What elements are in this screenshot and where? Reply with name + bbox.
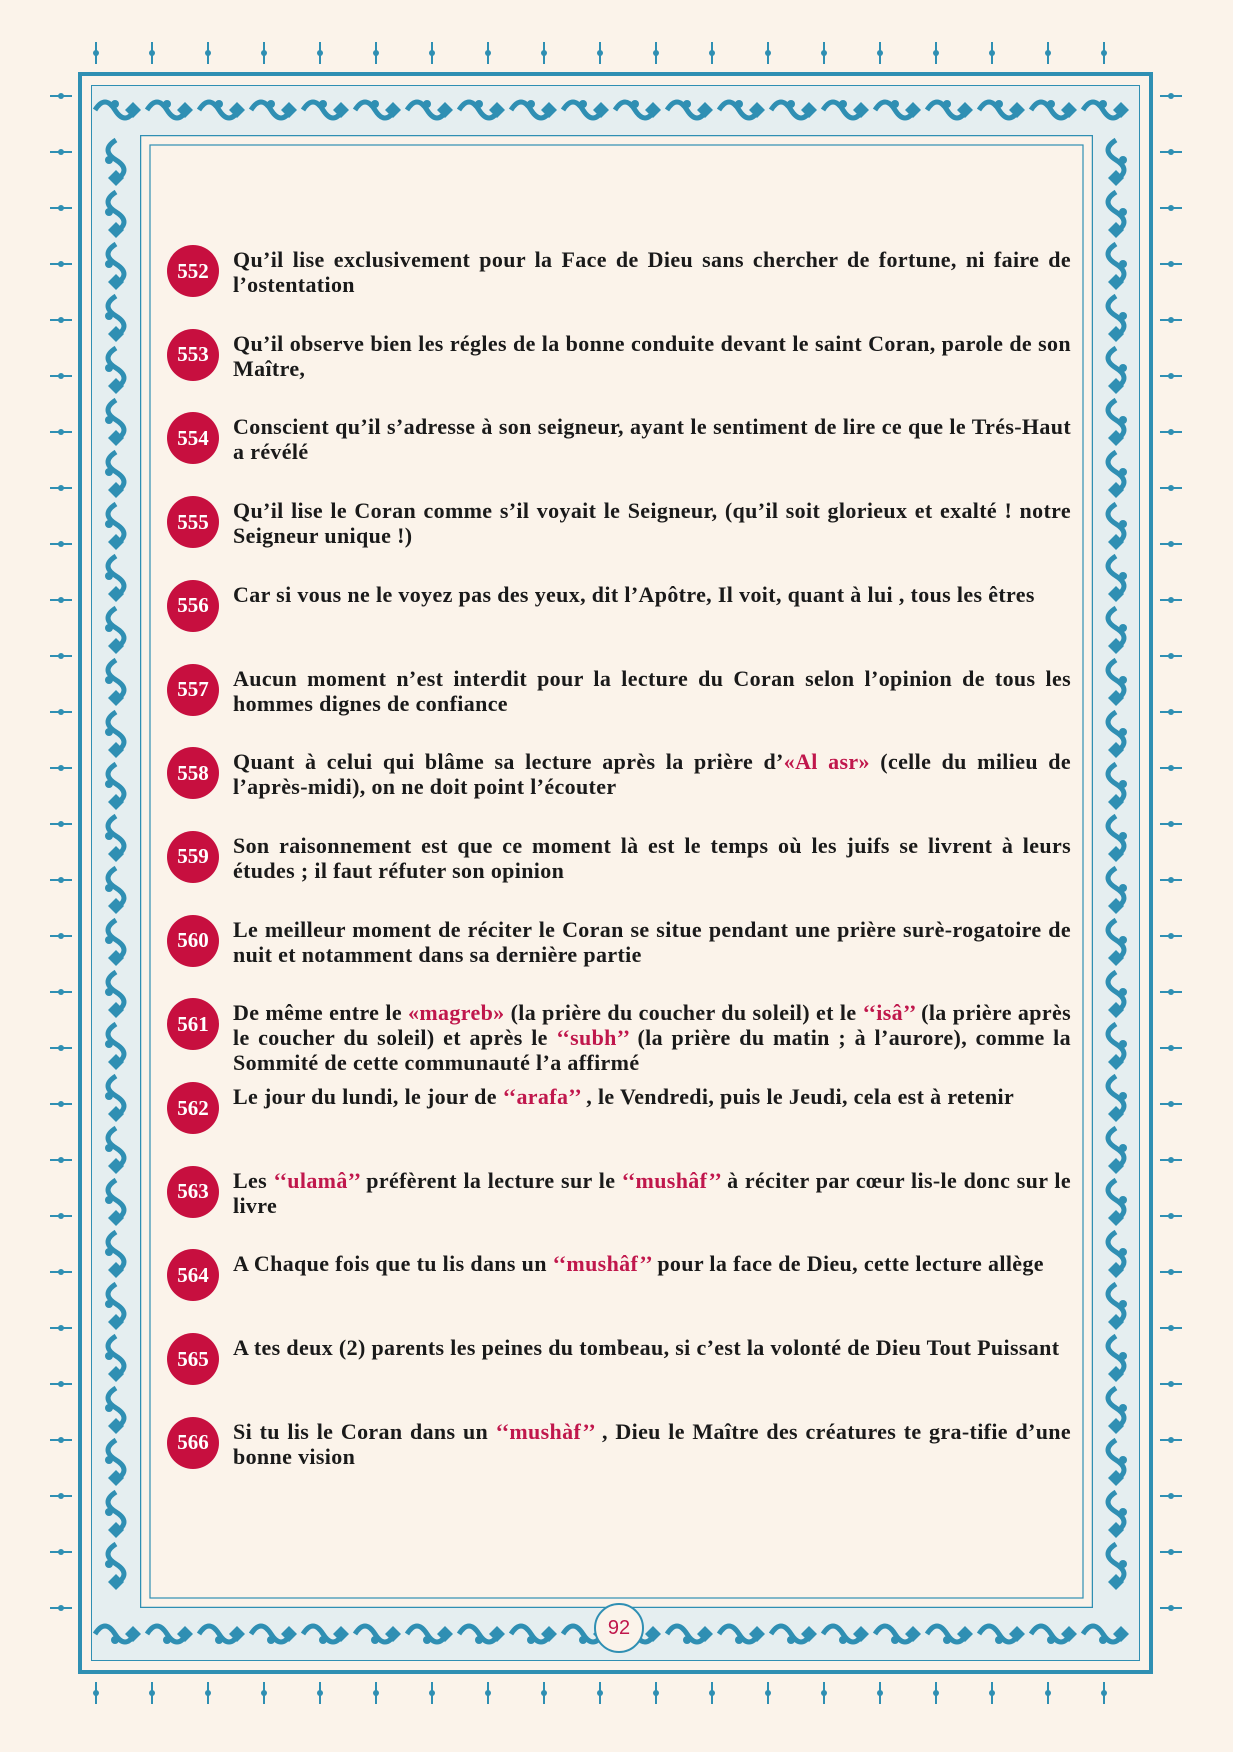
tick-dot bbox=[1045, 50, 1051, 56]
tick-dot bbox=[1168, 149, 1174, 155]
dot-motif bbox=[105, 572, 113, 580]
tick-dot bbox=[1168, 709, 1174, 715]
dot-motif bbox=[215, 1636, 223, 1644]
dot-motif bbox=[1119, 1508, 1127, 1516]
tick-dot bbox=[205, 50, 211, 56]
verse-text-part: Qu’il lise le Coran comme s’il voyait le Seigneur, (qu’il soit glorieux et exalté ! notre Seigneur unique !) bbox=[233, 498, 1071, 549]
verse-text-part: (la prière après le coucher du soleil) et après le bbox=[233, 1000, 1071, 1051]
dot-motif bbox=[105, 988, 113, 996]
verse-text bbox=[233, 331, 1071, 381]
dot-motif bbox=[163, 100, 171, 108]
verse-text-part: , le Vendredi, puis le Jeudi, cela est à retenir bbox=[580, 1084, 1015, 1109]
verse-number-badge: 564 bbox=[167, 1249, 219, 1301]
verse-text bbox=[233, 1251, 1071, 1276]
dot-motif bbox=[215, 100, 223, 108]
verse-number-badge: 558 bbox=[167, 747, 219, 799]
verse-number-badge: 560 bbox=[167, 915, 219, 967]
dot-motif bbox=[105, 1560, 113, 1568]
tick-dot bbox=[1168, 933, 1174, 939]
dot-motif bbox=[475, 1636, 483, 1644]
dot-motif bbox=[943, 1636, 951, 1644]
dot-motif bbox=[371, 1636, 379, 1644]
dot-motif bbox=[423, 100, 431, 108]
tick-dot bbox=[989, 1690, 995, 1696]
tick-dot bbox=[1168, 485, 1174, 491]
dot-motif bbox=[579, 1636, 587, 1644]
verse-number-badge: 552 bbox=[167, 245, 219, 297]
tick-dot bbox=[821, 50, 827, 56]
tick-dot bbox=[1168, 1269, 1174, 1275]
highlighted-term: ‘‘subh’’ bbox=[556, 1025, 629, 1051]
dot-motif bbox=[423, 1636, 431, 1644]
tick-dot bbox=[58, 317, 64, 323]
tick-dot bbox=[58, 149, 64, 155]
verse-text-part: (la prière du coucher du soleil) et le bbox=[504, 1000, 863, 1026]
tick-dot bbox=[653, 1690, 659, 1696]
verse-text-part: à réciter par cœur lis-le donc sur le livre bbox=[233, 1167, 1071, 1218]
highlighted-term: ‘‘ulamâ’’ bbox=[273, 1167, 360, 1193]
verse-text-part: Aucun moment n’est interdit pour la lecture du Coran selon l’opinion de tous les hommes dignes de confiance bbox=[233, 665, 1071, 716]
verse-text-part: pour la face de Dieu, cette lecture allège bbox=[651, 1251, 1044, 1277]
dot-motif bbox=[105, 1040, 113, 1048]
dot-motif bbox=[787, 1636, 795, 1644]
tick-dot bbox=[58, 1437, 64, 1443]
tick-dot bbox=[877, 50, 883, 56]
tick-dot bbox=[1168, 1381, 1174, 1387]
dot-motif bbox=[1119, 416, 1127, 424]
highlighted-term: ‘‘isâ’’ bbox=[862, 1000, 916, 1026]
dot-motif bbox=[105, 260, 113, 268]
dot-motif bbox=[631, 100, 639, 108]
dot-motif bbox=[105, 884, 113, 892]
tick-dot bbox=[58, 989, 64, 995]
dot-motif bbox=[735, 1636, 743, 1644]
verse-text-part: préfèrent la lecture sur le bbox=[359, 1167, 622, 1193]
tick-dot bbox=[1168, 1437, 1174, 1443]
dot-motif bbox=[1119, 520, 1127, 528]
dot-motif bbox=[105, 1300, 113, 1308]
verse-text bbox=[233, 666, 1071, 716]
tick-dot bbox=[373, 50, 379, 56]
highlighted-term: «magreb» bbox=[408, 1000, 505, 1026]
dot-motif bbox=[735, 100, 743, 108]
tick-dot bbox=[1168, 765, 1174, 771]
dot-motif bbox=[105, 1144, 113, 1152]
tick-dot bbox=[765, 50, 771, 56]
highlighted-term: ‘‘mushàf’’ bbox=[495, 1418, 595, 1444]
tick-dot bbox=[58, 1493, 64, 1499]
dot-motif bbox=[527, 1636, 535, 1644]
verse-text bbox=[233, 498, 1071, 548]
tick-dot bbox=[933, 1690, 939, 1696]
tick-dot bbox=[373, 1690, 379, 1696]
dot-motif bbox=[1099, 1636, 1107, 1644]
page-number-label: 92 bbox=[607, 1616, 631, 1639]
tick-dot bbox=[1101, 1690, 1107, 1696]
tick-dot bbox=[93, 50, 99, 56]
verse-text-part: Conscient qu’il s’adresse à son seigneur, ayant le sentiment de lire ce que le Trés-Haut a révélé bbox=[233, 414, 1071, 465]
verse-number-badge: 554 bbox=[167, 412, 219, 464]
tick-dot bbox=[58, 261, 64, 267]
dot-motif bbox=[943, 100, 951, 108]
dot-motif bbox=[1119, 1196, 1127, 1204]
verse-text bbox=[233, 1419, 1071, 1469]
dot-motif bbox=[1119, 624, 1127, 632]
tick-dot bbox=[877, 1690, 883, 1696]
dot-motif bbox=[105, 312, 113, 320]
verse-number-badge: 557 bbox=[167, 664, 219, 716]
tick-dot bbox=[1168, 1549, 1174, 1555]
tick-dot bbox=[149, 50, 155, 56]
dot-motif bbox=[1119, 468, 1127, 476]
verse-text bbox=[233, 833, 1071, 883]
tick-dot bbox=[765, 1690, 771, 1696]
tick-dot bbox=[1168, 205, 1174, 211]
dot-motif bbox=[1119, 780, 1127, 788]
dot-motif bbox=[105, 468, 113, 476]
tick-dot bbox=[58, 1101, 64, 1107]
verse-number-badge: 561 bbox=[167, 998, 219, 1050]
tick-dot bbox=[597, 50, 603, 56]
dot-motif bbox=[1119, 208, 1127, 216]
verse-number-badge: 563 bbox=[167, 1166, 219, 1218]
verse-text-part: A Chaque fois que tu lis dans un bbox=[233, 1251, 553, 1277]
tick-dot bbox=[1168, 1045, 1174, 1051]
tick-dot bbox=[541, 1690, 547, 1696]
dot-motif bbox=[267, 100, 275, 108]
dot-motif bbox=[105, 1092, 113, 1100]
tick-dot bbox=[933, 50, 939, 56]
dot-motif bbox=[105, 728, 113, 736]
dot-motif bbox=[891, 100, 899, 108]
dot-motif bbox=[1119, 1352, 1127, 1360]
verse-text-part: Qu’il lise exclusivement pour la Face de Dieu sans chercher de fortune, ni faire de l’ostentation bbox=[233, 247, 1071, 297]
dot-motif bbox=[111, 100, 119, 108]
tick-dot bbox=[58, 1325, 64, 1331]
dot-motif bbox=[1119, 936, 1127, 944]
tick-dot bbox=[317, 50, 323, 56]
dot-motif bbox=[1099, 100, 1107, 108]
dot-motif bbox=[1047, 1636, 1055, 1644]
tick-dot bbox=[58, 1157, 64, 1163]
dot-motif bbox=[105, 520, 113, 528]
dot-motif bbox=[995, 100, 1003, 108]
verse-text bbox=[233, 917, 1071, 967]
tick-dot bbox=[58, 597, 64, 603]
dot-motif bbox=[1119, 572, 1127, 580]
dot-motif bbox=[105, 156, 113, 164]
highlighted-term: ‘‘mushâf’’ bbox=[621, 1167, 721, 1193]
dot-motif bbox=[105, 1456, 113, 1464]
tick-dot bbox=[1168, 989, 1174, 995]
verse-number-badge: 555 bbox=[167, 496, 219, 548]
verse-number-badge: 556 bbox=[167, 580, 219, 632]
tick-dot bbox=[58, 1381, 64, 1387]
dot-motif bbox=[475, 100, 483, 108]
verse-number-badge: 559 bbox=[167, 831, 219, 883]
tick-dot bbox=[429, 1690, 435, 1696]
dot-motif bbox=[1119, 728, 1127, 736]
dot-motif bbox=[105, 676, 113, 684]
verse-text-part: Qu’il observe bien les régles de la bonne conduite devant le saint Coran, parole de son Maître, bbox=[233, 330, 1071, 381]
tick-dot bbox=[58, 877, 64, 883]
tick-dot bbox=[821, 1690, 827, 1696]
tick-dot bbox=[58, 653, 64, 659]
tick-dot bbox=[653, 50, 659, 56]
verse-number-badge: 565 bbox=[167, 1333, 219, 1385]
dot-motif bbox=[1119, 1456, 1127, 1464]
tick-dot bbox=[58, 205, 64, 211]
tick-dot bbox=[58, 1045, 64, 1051]
dot-motif bbox=[105, 1404, 113, 1412]
verse-text-part: (celle du milieu de l’après-midi), on ne doit point l’écouter bbox=[233, 749, 1072, 800]
tick-dot bbox=[1168, 1157, 1174, 1163]
tick-dot bbox=[485, 50, 491, 56]
tick-dot bbox=[1168, 93, 1174, 99]
tick-dot bbox=[597, 1690, 603, 1696]
dot-motif bbox=[105, 1248, 113, 1256]
dot-motif bbox=[1119, 312, 1127, 320]
dot-motif bbox=[787, 100, 795, 108]
tick-dot bbox=[58, 933, 64, 939]
verse-text bbox=[233, 414, 1071, 464]
tick-dot bbox=[709, 1690, 715, 1696]
tick-dot bbox=[1168, 877, 1174, 883]
dot-motif bbox=[1047, 100, 1055, 108]
tick-dot bbox=[58, 541, 64, 547]
tick-dot bbox=[1045, 1690, 1051, 1696]
verse-text-part: Son raisonnement est que ce moment là est le temps où les juifs se livrent à leurs études ; il faut réfuter son opinion bbox=[233, 832, 1071, 883]
tick-dot bbox=[1168, 1213, 1174, 1219]
verse-text-part: , Dieu le Maître des créatures te gra-tifie d’une bonne vision bbox=[233, 1418, 1071, 1469]
dot-motif bbox=[105, 936, 113, 944]
tick-dot bbox=[989, 50, 995, 56]
dot-motif bbox=[105, 1352, 113, 1360]
dot-motif bbox=[891, 1636, 899, 1644]
tick-dot bbox=[1168, 317, 1174, 323]
verse-text-part: De même entre le bbox=[233, 1000, 409, 1026]
tick-dot bbox=[1168, 261, 1174, 267]
dot-motif bbox=[1119, 884, 1127, 892]
dot-motif bbox=[1119, 1404, 1127, 1412]
verse-text bbox=[233, 1335, 1071, 1360]
verse-text-part: Car si vous ne le voyez pas des yeux, dit l’Apôtre, Il voit, quant à lui , tous les êtres bbox=[233, 581, 1035, 607]
dot-motif bbox=[839, 100, 847, 108]
dot-motif bbox=[1119, 676, 1127, 684]
dot-motif bbox=[111, 1636, 119, 1644]
tick-dot bbox=[1168, 1325, 1174, 1331]
highlighted-term: ‘‘mushâf’’ bbox=[552, 1251, 652, 1277]
verse-text-part: Si tu lis le Coran dans un bbox=[233, 1418, 496, 1444]
dot-motif bbox=[105, 208, 113, 216]
tick-dot bbox=[541, 50, 547, 56]
tick-dot bbox=[1168, 373, 1174, 379]
tick-dot bbox=[58, 429, 64, 435]
tick-dot bbox=[58, 821, 64, 827]
tick-dot bbox=[58, 1549, 64, 1555]
dot-motif bbox=[683, 100, 691, 108]
tick-dot bbox=[1168, 541, 1174, 547]
verse-text bbox=[233, 1168, 1071, 1218]
tick-dot bbox=[58, 1605, 64, 1611]
tick-dot bbox=[709, 50, 715, 56]
tick-dot bbox=[58, 373, 64, 379]
dot-motif bbox=[1119, 1248, 1127, 1256]
tick-dot bbox=[58, 93, 64, 99]
tick-dot bbox=[1168, 1101, 1174, 1107]
verse-text bbox=[233, 582, 1071, 607]
verse-text-part: Le jour du lundi, le jour de bbox=[233, 1084, 503, 1109]
dot-motif bbox=[267, 1636, 275, 1644]
dot-motif bbox=[839, 1636, 847, 1644]
verse-text-part: A tes deux (2) parents les peines du tombeau, si c’est la volonté de Dieu Tout Puissant bbox=[233, 1335, 1060, 1361]
dot-motif bbox=[1119, 1040, 1127, 1048]
dot-motif bbox=[527, 100, 535, 108]
dot-motif bbox=[105, 1196, 113, 1204]
dot-motif bbox=[163, 1636, 171, 1644]
tick-dot bbox=[1168, 653, 1174, 659]
dot-motif bbox=[1119, 156, 1127, 164]
dot-motif bbox=[105, 364, 113, 372]
dot-motif bbox=[105, 624, 113, 632]
tick-dot bbox=[58, 709, 64, 715]
tick-dot bbox=[58, 485, 64, 491]
verse-text-part: Les bbox=[233, 1167, 274, 1193]
dot-motif bbox=[579, 100, 587, 108]
page-number bbox=[594, 1603, 644, 1653]
dot-motif bbox=[1119, 1300, 1127, 1308]
dot-motif bbox=[995, 1636, 1003, 1644]
tick-dot bbox=[485, 1690, 491, 1696]
tick-dot bbox=[149, 1690, 155, 1696]
verse-text bbox=[233, 749, 1071, 799]
dot-motif bbox=[319, 100, 327, 108]
dot-motif bbox=[1119, 1560, 1127, 1568]
tick-dot bbox=[58, 1213, 64, 1219]
verse-text bbox=[233, 1084, 1071, 1109]
dot-motif bbox=[1119, 260, 1127, 268]
dot-motif bbox=[1119, 988, 1127, 996]
tick-dot bbox=[58, 765, 64, 771]
tick-dot bbox=[429, 50, 435, 56]
verse-number-badge: 566 bbox=[167, 1417, 219, 1469]
tick-dot bbox=[261, 1690, 267, 1696]
highlighted-term: ‘‘arafa’’ bbox=[502, 1084, 581, 1109]
verse-number-badge: 553 bbox=[167, 329, 219, 381]
tick-dot bbox=[93, 1690, 99, 1696]
tick-dot bbox=[1168, 1493, 1174, 1499]
verse-number-badge: 562 bbox=[167, 1082, 219, 1134]
tick-dot bbox=[1168, 429, 1174, 435]
dot-motif bbox=[1119, 832, 1127, 840]
highlighted-term: «Al asr» bbox=[783, 749, 870, 775]
dot-motif bbox=[1119, 1144, 1127, 1152]
verse-text-part: Quant à celui qui blâme sa lecture après la prière d’ bbox=[233, 749, 784, 775]
verse-text bbox=[233, 1000, 1071, 1075]
dot-motif bbox=[371, 100, 379, 108]
dot-motif bbox=[1119, 364, 1127, 372]
dot-motif bbox=[683, 1636, 691, 1644]
verse-text bbox=[233, 247, 1071, 297]
tick-dot bbox=[1168, 821, 1174, 827]
tick-dot bbox=[1168, 597, 1174, 603]
dot-motif bbox=[105, 780, 113, 788]
verse-text-part: (la prière du matin ; à l’aurore), comme la Sommité de cette communauté l’a affirmé bbox=[233, 1025, 1071, 1076]
tick-dot bbox=[205, 1690, 211, 1696]
dot-motif bbox=[105, 1508, 113, 1516]
verse-text-part: Le meilleur moment de réciter le Coran se situe pendant une prière surè-rogatoire de nuit et notamment dans sa dernière partie bbox=[233, 916, 1071, 967]
dot-motif bbox=[105, 832, 113, 840]
tick-dot bbox=[317, 1690, 323, 1696]
dot-motif bbox=[105, 416, 113, 424]
tick-dot bbox=[1168, 1605, 1174, 1611]
dot-motif bbox=[319, 1636, 327, 1644]
dot-motif bbox=[1119, 1092, 1127, 1100]
tick-dot bbox=[58, 1269, 64, 1275]
tick-dot bbox=[261, 50, 267, 56]
tick-dot bbox=[1101, 50, 1107, 56]
